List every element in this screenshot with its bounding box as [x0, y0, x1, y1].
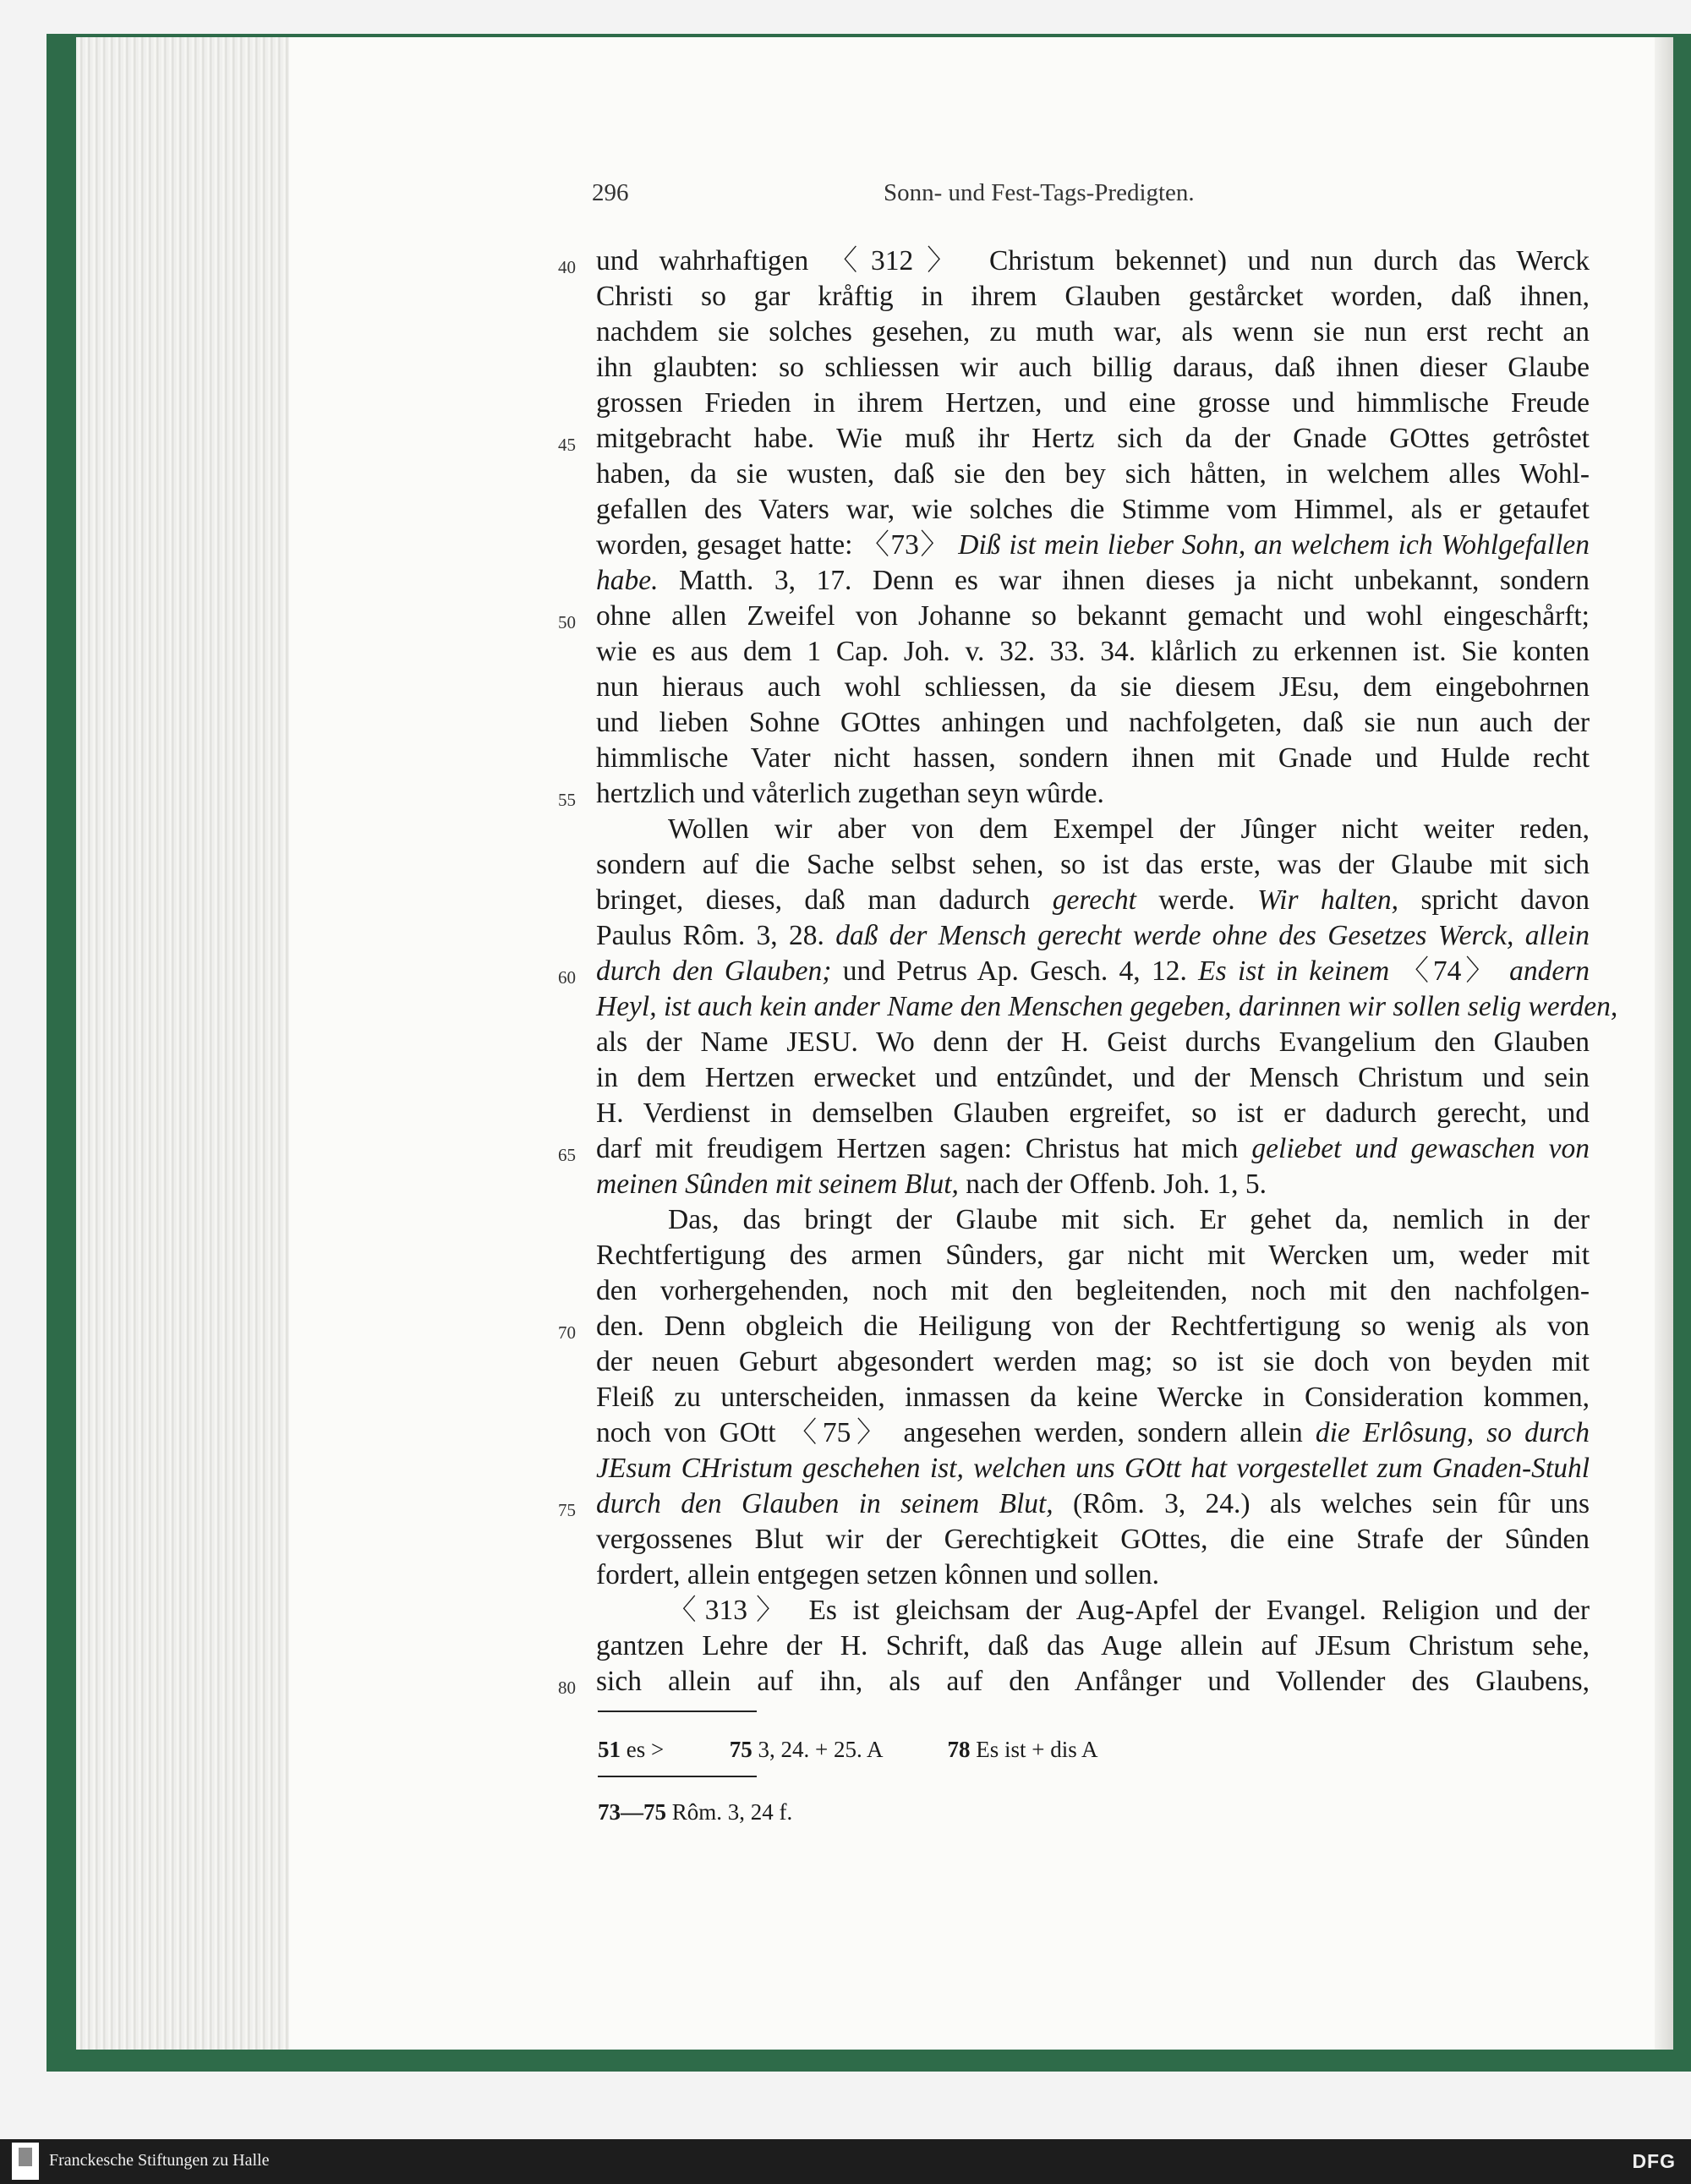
text-line: Christi so gar kråftig in ihrem Glauben gestårcket worden, daß ihnen, [596, 281, 1590, 312]
line-number: 65 [558, 1145, 576, 1165]
text-line: nachdem sie solches gesehen, zu muth war, als wenn sie nun erst recht an [596, 316, 1590, 348]
apparatus-rule [598, 1711, 757, 1712]
apparatus-rule [598, 1776, 757, 1777]
dfg-logo: DFG [1632, 2150, 1676, 2172]
line-number: 60 [558, 967, 576, 988]
text-line: gefallen des Vaters war, wie solches die Stimme vom Himmel, als er getaufet [596, 494, 1590, 525]
text-line: darf mit freudigem Hertzen sagen: Christus hat mich geliebet und gewaschen von [596, 1133, 1590, 1164]
text-line: noch von GOtt 〈75〉 angesehen werden, sondern allein die Erlôsung, so durch [596, 1417, 1590, 1448]
text-line: ihn glaubten: so schliessen wir auch billig daraus, daß ihnen dieser Glaube [596, 352, 1590, 383]
text-line: fordert, allein entgegen setzen kônnen und sollen. [596, 1559, 1160, 1590]
text-line: nun hieraus auch wohl schliessen, da sie diesem JEsu, dem eingebohrnen [596, 671, 1590, 703]
line-number: 50 [558, 612, 576, 632]
text-line: wie es aus dem 1 Cap. Joh. v. 32. 33. 34. klårlich zu erkennen ist. Sie konten [596, 636, 1590, 667]
text-line: gantzen Lehre der H. Schrift, daß das Auge allein auf JEsum Christum sehe, [596, 1630, 1590, 1661]
text-line: vergossenes Blut wir der Gerechtigkeit GOttes, die eine Strafe der Sûnden [596, 1524, 1590, 1555]
page-edges [76, 37, 289, 2050]
page-right-edge [1655, 37, 1673, 2050]
text-line: grossen Frieden in ihrem Hertzen, und eine grosse und himmlische Freude [596, 387, 1590, 419]
text-line: Paulus Rôm. 3, 28. daß der Mensch gerecht werde ohne des Gesetzes Werck, allein [596, 920, 1590, 951]
text-line: Fleiß zu unterscheiden, inmassen da keine Wercke in Consideration kommen, [596, 1382, 1590, 1413]
running-head: Sonn- und Fest-Tags-Predigten. [884, 179, 1195, 206]
text-line: sondern auf die Sache selbst sehen, so ist das erste, was der Glaube mit sich [596, 849, 1590, 880]
text-line: hertzlich und våterlich zugethan seyn wûrde. [596, 778, 1104, 809]
text-line: Das, das bringt der Glaube mit sich. Er gehet da, nemlich in der [668, 1204, 1590, 1235]
text-line: durch den Glauben in seinem Blut, (Rôm. 3, 24.) als welches sein fûr uns [596, 1488, 1590, 1519]
line-number: 80 [558, 1678, 576, 1698]
text-line: durch den Glauben; und Petrus Ap. Gesch. 4, 12. Es ist in keinem 〈74〉 andern [596, 955, 1590, 987]
text-line: Heyl, ist auch kein ander Name den Menschen gegeben, darinnen wir sollen selig werden, [596, 991, 1618, 1022]
reference-entry: 73—75 Rôm. 3, 24 f. [598, 1799, 793, 1825]
text-line: als der Name JESU. Wo denn der H. Geist durchs Evangelium den Glauben [596, 1026, 1590, 1058]
text-line: himmlische Vater nicht hassen, sondern ihnen mit Gnade und Hulde recht [596, 742, 1590, 774]
text-line: habe. Matth. 3, 17. Denn es war ihnen dieses ja nicht unbekannt, sondern [596, 565, 1590, 596]
text-line: Rechtfertigung des armen Sûnders, gar nicht mit Wercken um, weder mit [596, 1240, 1590, 1271]
text-line: ohne allen Zweifel von Johanne so bekannt gemacht und wohl eingeschårft; [596, 600, 1590, 632]
text-line: der neuen Geburt abgesondert werden mag; so ist sie doch von beyden mit [596, 1346, 1590, 1377]
variant-entry: 78 Es ist + dis A [947, 1737, 1098, 1762]
line-number: 70 [558, 1322, 576, 1343]
page-number: 296 [592, 179, 629, 206]
text-line: bringet, dieses, daß man dadurch gerecht werde. Wir halten, spricht davon [596, 884, 1590, 916]
variant-apparatus [598, 1737, 1097, 1763]
text-line: JEsum CHristum geschehen ist, welchen uns GOtt hat vorgestellet zum Gnaden-Stuhl [596, 1453, 1590, 1484]
line-number: 55 [558, 790, 576, 810]
text-line: 〈313〉 Es ist gleichsam der Aug-Apfel der Evangel. Religion und der [668, 1595, 1590, 1626]
text-line: haben, da sie wusten, daß sie den bey sich håtten, in welchem alles Wohl- [596, 458, 1590, 490]
text-line: H. Verdienst in demselben Glauben ergreifet, so ist er dadurch gerecht, und [596, 1097, 1590, 1129]
institution-logo-icon [12, 2143, 39, 2180]
text-line: mitgebracht habe. Wie muß ihr Hertz sich da der Gnade GOttes getrôstet [596, 423, 1590, 454]
line-number: 45 [558, 435, 576, 455]
reference-apparatus [598, 1799, 792, 1825]
text-line: worden, gesaget hatte: 〈73〉 Diß ist mein lieber Sohn, an welchem ich Wohlgefallen [596, 529, 1590, 561]
variant-entry: 51 es > [598, 1737, 665, 1762]
text-line: und lieben Sohne GOttes anhingen und nachfolgeten, daß sie nun auch der [596, 707, 1590, 738]
text-line: und wahrhaftigen 〈312〉 Christum bekennet) und nun durch das Werck [596, 245, 1590, 276]
line-number: 40 [558, 257, 576, 277]
text-line: Wollen wir aber von dem Exempel der Jûnger nicht weiter reden, [668, 813, 1590, 845]
text-line: in dem Hertzen erwecket und entzûndet, und der Mensch Christum und sein [596, 1062, 1590, 1093]
variant-entry: 75 3, 24. + 25. A [729, 1737, 882, 1762]
text-line: sich allein auf ihn, als auf den Anfånger und Vollender des Glaubens, [596, 1666, 1590, 1697]
text-line: meinen Sûnden mit seinem Blut, nach der Offenb. Joh. 1, 5. [596, 1169, 1267, 1200]
text-line: den vorhergehenden, noch mit den begleitenden, noch mit den nachfolgen- [596, 1275, 1590, 1306]
line-number: 75 [558, 1500, 576, 1520]
text-line: den. Denn obgleich die Heiligung von der Rechtfertigung so wenig als von [596, 1311, 1590, 1342]
institution-name: Franckesche Stiftungen zu Halle [49, 2151, 270, 2170]
